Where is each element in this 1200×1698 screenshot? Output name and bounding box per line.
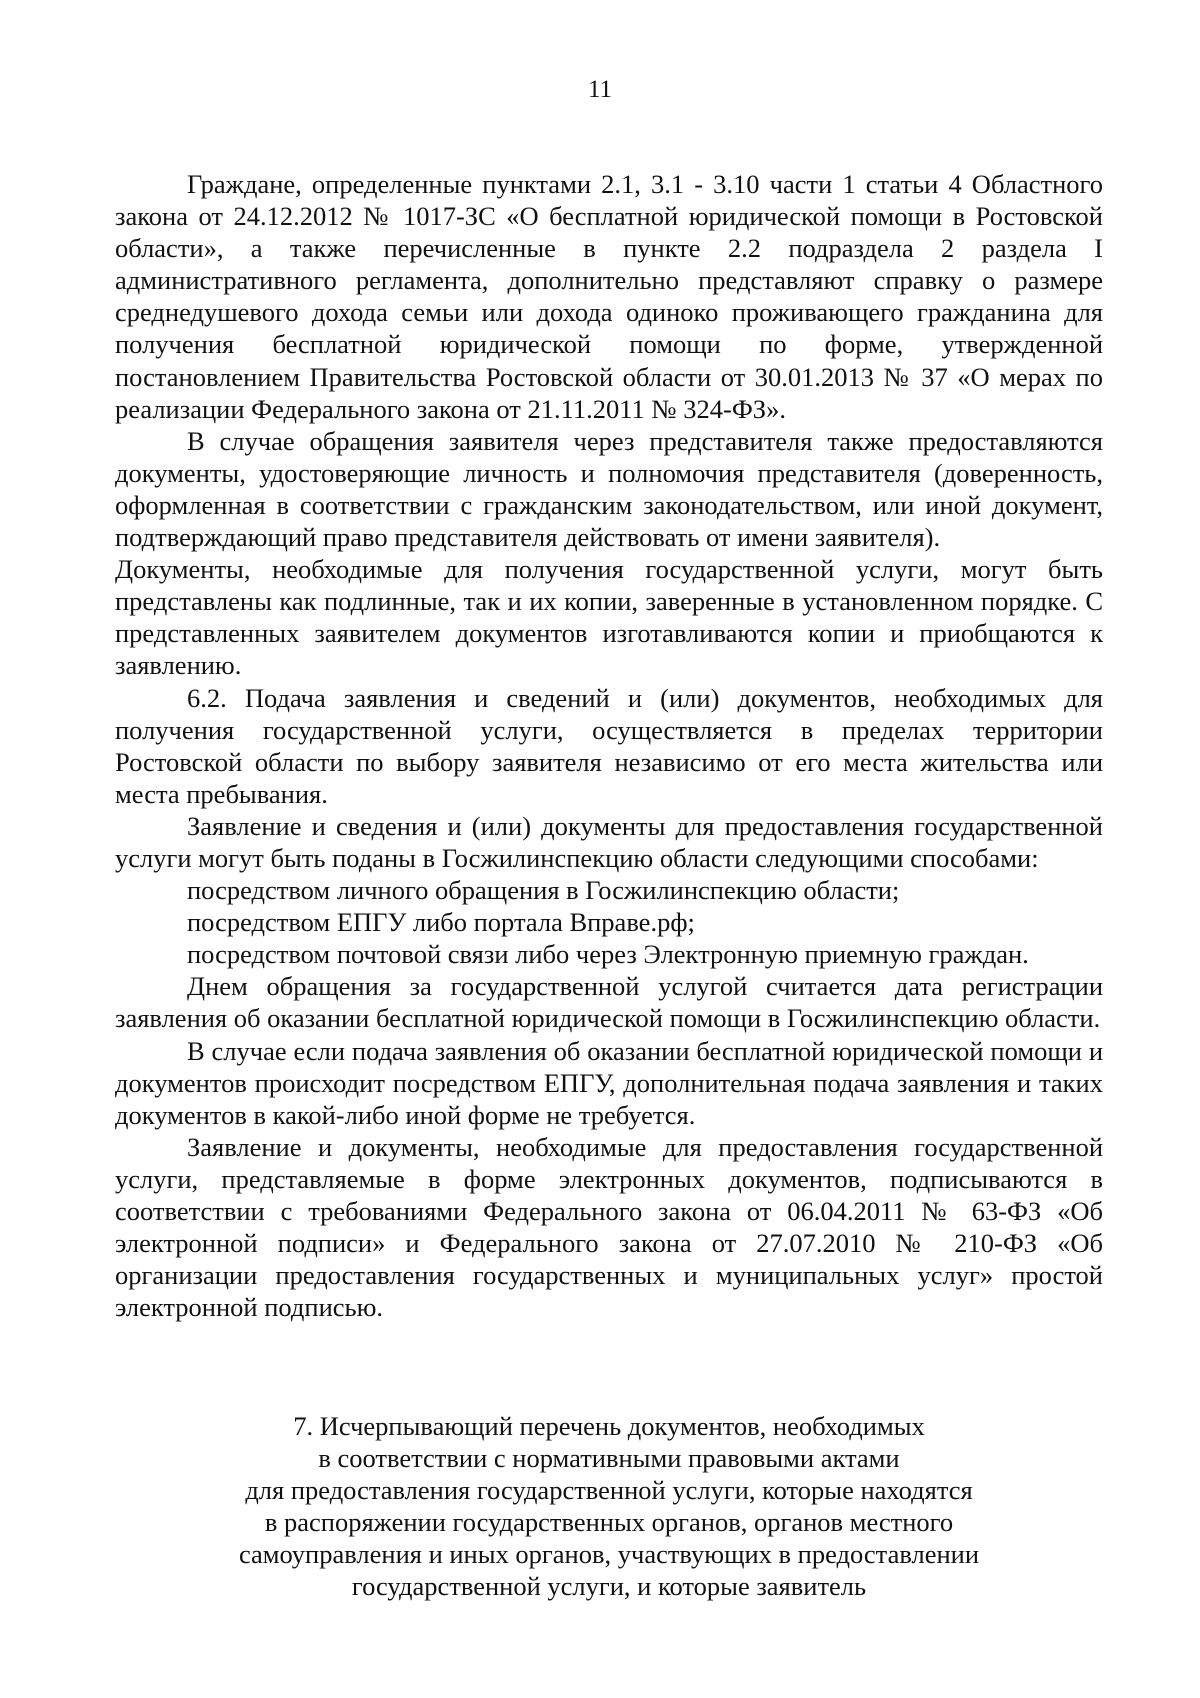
paragraph-low-income-certificate: Граждане, определенные пунктами 2.1, 3.1 - 3.10 части 1 статьи 4 Областного закона от 24.12.2012 № 1017-ЗС «О бесплатной юридической помощи в Ростовской области», а также перечисленные в пункте 2.2 подраздела 2 раздела I административного регламента, дополнительно представляют справку о размере среднедушевого дохода семьи или дохода одиноко проживающего гражданина для получения бесплатной юридической помощи по форме, утвержденной постановлением Правительства Ростовской области от 30.01.2013 № 37 «О мерах по реализации Федерального закона от 21.11.2011 № 324-ФЗ». <box>115 169 1103 424</box>
paragraph-6-2-submission: 6.2. Подача заявления и сведений и (или) документов, необходимых для получения государственной услуги, осуществляется в пределах территории Ростовской области по выбору заявителя независимо от его места жительства или места пребывания. <box>115 682 1103 809</box>
paragraph-representative-documents: В случае обращения заявителя через представителя также предоставляются документы, удостоверяющие личность и полномочия представителя (доверенность, оформленная в соответствии с гражданским законодательством, или иной документ, подтверждающий право представителя действовать от имени заявителя). <box>115 425 1103 553</box>
paragraph-electronic-signature: Заявление и документы, необходимые для предоставления государственной услуги, представляемые в форме электронных документов, подписываются в соответствии с требованиями Федерального закона от 06.04.2011 № 63-ФЗ «Об электронной подписи» и Федерального закона от 27.07.2010 № 210-ФЗ «Об организации предоставления государственных и муниципальных услуг» простой электронной подписью. <box>115 1131 1103 1323</box>
paragraph-submission-methods: Заявление и сведения и (или) документы для предоставления государственной услуги могут быть поданы в Госжилинспекцию области следующими способами: <box>115 810 1103 873</box>
section-7-heading <box>115 1410 1103 1603</box>
list-item-personal-visit: посредством личного обращения в Госжилинспекцию области; <box>187 875 900 906</box>
section-heading-line: для предоставления государственной услуги, которые находятся <box>245 1475 973 1506</box>
paragraph-application-date: Днем обращения за государственной услугой считается дата регистрации заявления об оказании бесплатной юридической помощи в Госжилинспекцию области. <box>115 971 1103 1034</box>
section-heading-line: самоуправления и иных органов, участвующих в предоставлении <box>238 1539 980 1570</box>
document-body <box>115 168 1103 1323</box>
page-number: 11 <box>587 76 613 103</box>
section-heading-line: 7. Исчерпывающий перечень документов, необходимых <box>293 1411 925 1441</box>
paragraph-document-copies: Документы, необходимые для получения государственной услуги, могут быть представлены как подлинные, так и их копии, заверенные в установленном порядке. С представленных заявителем документов изготавливаются копии и приобщаются к заявлению. <box>115 554 1103 681</box>
list-item-postal-electronic: посредством почтовой связи либо через Электронную приемную граждан. <box>187 939 1029 970</box>
section-heading-line: государственной услуги, и которые заявитель <box>351 1571 867 1602</box>
section-heading-line: в распоряжении государственных органов, органов местного <box>264 1507 954 1538</box>
list-item-epgu-portal: посредством ЕПГУ либо портала Вправе.рф; <box>187 907 695 938</box>
section-heading-line: в соответствии с нормативными правовыми актами <box>318 1443 900 1474</box>
paragraph-epgu-submission: В случае если подача заявления об оказании бесплатной юридической помощи и документов происходит посредством ЕПГУ, дополнительная подача заявления и таких документов в какой-либо иной форме не требуется. <box>115 1035 1103 1130</box>
